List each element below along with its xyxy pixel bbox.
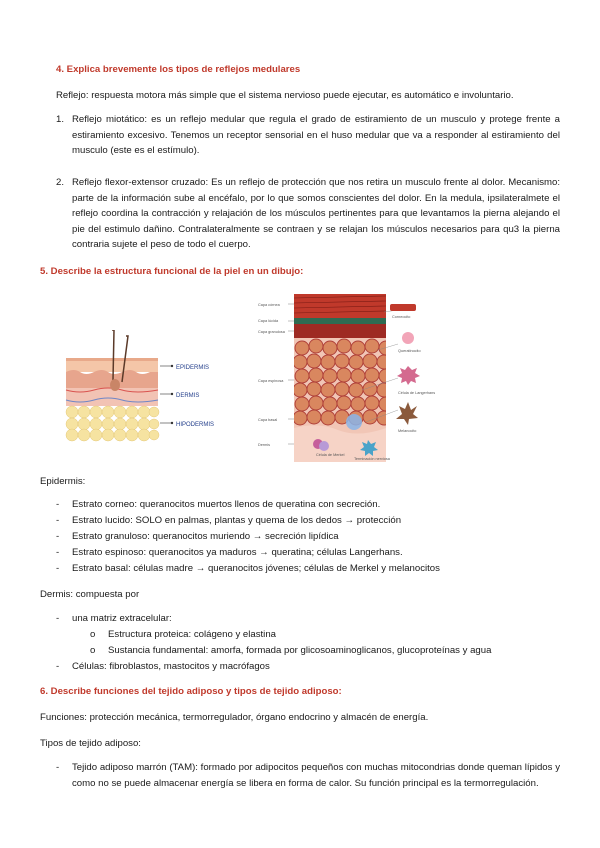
melanocyte-icon <box>396 402 418 425</box>
epidermis-item: Estrato espinoso: queranocitos ya maduros → queratina; células Langerhans. <box>72 547 403 558</box>
q4-item-1-number: 1. <box>56 114 65 125</box>
adipose-type-item: Tejido adiposo marrón (TAM): formado por adipocitos pequeños con muchas mitocondrias donde queman lípidos y como no se puede almacenar energía se libera en forma de calor. Su función principal es la termorregulación. <box>72 762 560 789</box>
layer-label-basal: Capa basal <box>258 418 278 422</box>
epidermis-item: Estrato basal: células madre → queranocitos jóvenes; células de Merkel y melanocitos <box>72 563 440 574</box>
bullet-dash: - <box>56 531 60 542</box>
dermis-title: Dermis: compuesta por <box>40 589 140 600</box>
cell-label-corneocito: Corneocito <box>392 315 411 319</box>
bullet-dash: - <box>56 613 60 624</box>
label-epidermis: EPIDERMIS <box>176 365 210 371</box>
dermis-item: una matriz extracelular: <box>72 613 172 624</box>
dermis-item: Células: fibroblastos, mastocitos y macrófagos <box>72 661 270 672</box>
cell-label-queratinocito: Queratinocito <box>398 349 421 353</box>
epidermis-title: Epidermis: <box>40 476 86 487</box>
bullet-circle: o <box>90 629 96 640</box>
bullet-dash: - <box>56 762 60 773</box>
layer-label-granulosa: Capa granulosa <box>258 330 285 334</box>
bullet-circle: o <box>90 645 96 656</box>
keratinocyte-icon <box>402 332 414 344</box>
q6-functions: Funciones: protección mecánica, termorregulador, órgano endocrino y almacén de energía. <box>40 712 429 723</box>
corneocyte-icon <box>390 304 416 311</box>
q5-heading: 5. Describe la estructura funcional de la piel en un dibujo: <box>40 266 304 277</box>
q4-heading: 4. Explica brevemente los tipos de reflejos medulares <box>56 64 301 75</box>
cell-label-merkel: Célula de Merkel <box>316 453 345 457</box>
bullet-dash: - <box>56 515 60 526</box>
skin-cross-section-figure <box>60 330 240 442</box>
merkel-cell-icon <box>319 441 329 451</box>
dermis-subitem: Sustancia fundamental: amorfa, formada por glicosoaminoglicanos, glucoproteínas y agua <box>108 645 492 656</box>
epidermis-item: Estrato granuloso: queranocitos muriendo → secreción lipídica <box>72 531 339 542</box>
bullet-dash: - <box>56 547 60 558</box>
epidermis-item: Estrato corneo: queranocitos muertos llenos de queratina con secreción. <box>72 499 381 510</box>
epidermis-layers-figure <box>258 294 438 464</box>
layer-label-espinosa: Capa espinosa <box>258 379 284 383</box>
q4-intro: Reflejo: respuesta motora más simple que el sistema nervioso puede ejecutar, es automático e involuntario. <box>56 90 514 101</box>
epidermis-item: Estrato lucido: SOLO en palmas, plantas y quema de los dedos → protección <box>72 515 402 526</box>
layer-label-cornea: Capa córnea <box>258 303 280 307</box>
bullet-dash: - <box>56 563 60 574</box>
layer-label-lucida: Capa lúcida <box>258 319 279 323</box>
q6-types-title: Tipos de tejido adiposo: <box>40 738 141 749</box>
cell-label-melanocito: Melanocito <box>398 429 417 433</box>
langerhans-cell-icon <box>397 366 420 385</box>
q4-item-1-text: Reflejo miotático: es un reflejo medular que regula el grado de estiramiento de un musculo y protege frente a estiramiento excesivo. Tenemos un receptor sensorial en el huso medular que va a responder al estiramiento del musculo (este es el estímulo). <box>72 114 560 157</box>
bullet-dash: - <box>56 661 60 672</box>
label-hipodermis: HIPODERMIS <box>176 422 215 428</box>
dermis-subitem: Estructura proteica: colágeno y elastina <box>108 629 276 640</box>
bullet-dash: - <box>56 499 60 510</box>
q4-item-2-number: 2. <box>56 177 65 188</box>
label-dermis: DERMIS <box>176 393 200 399</box>
q4-item-2-text: Reflejo flexor-extensor cruzado: Es un reflejo de protección que nos retira un musculo frente al dolor. Mecanismo: parte de la información sube al encéfalo, por lo que somos conscientes del dolor. En la medula, ipsilateralmete el reflejo coordina la contracción y relajación de los músculos pertinentes para que levantamos la pierna alejando el pie del estimulo dañino. Contralateralmente se contraen y se relajan los músculos necesarios para qu3 la pierna contraria sujete el peso de todo el cuerpo. <box>72 177 560 251</box>
layer-label-dermis: Dermis <box>258 443 271 447</box>
cell-label-terminacion: Terminación nerviosa <box>354 457 390 461</box>
cell-label-langerhans: Célula de Langerhans <box>398 391 436 395</box>
q6-heading: 6. Describe funciones del tejido adiposo y tipos de tejido adiposo: <box>40 686 342 697</box>
